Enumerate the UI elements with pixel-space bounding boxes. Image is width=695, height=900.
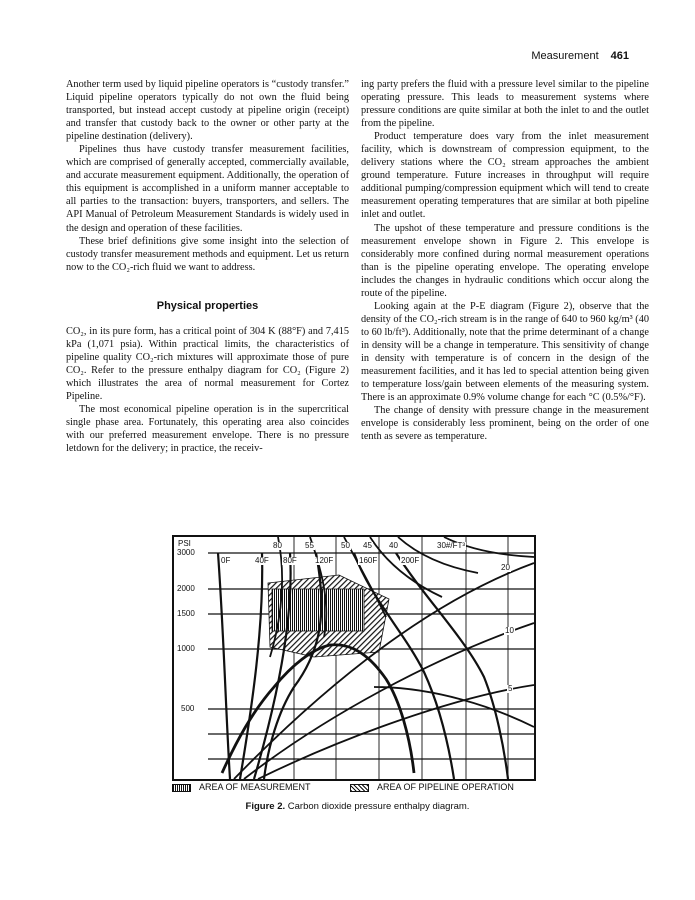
legend-measurement: AREA OF MEASUREMENT — [199, 782, 311, 792]
running-header-section: Measurement — [531, 50, 599, 62]
density-label: 45 — [363, 541, 372, 550]
caption-text: Carbon dioxide pressure enthalpy diagram. — [287, 801, 470, 812]
diagram-curves — [174, 537, 534, 779]
pressure-tick: 500 — [181, 704, 195, 713]
figure-legend — [172, 782, 536, 794]
paragraph: The change of density with pressure change in the measurement envelope is considerably less prominent, being on the order of one tenth as severe as temperature. — [361, 405, 649, 443]
temperature-label: 200F — [401, 556, 420, 565]
temperature-label: 80F — [283, 556, 297, 565]
section-heading: Physical properties — [156, 299, 259, 312]
density-label: 30#/FT³ — [437, 541, 466, 550]
density-label: 50 — [341, 541, 350, 550]
left-column — [66, 78, 349, 455]
density-label: 55 — [305, 541, 314, 550]
paragraph: The upshot of these temperature and pressure conditions is the measurement envelope shown in Figure 2. This envelope is considerably more confined during normal measurement operations than is the pipeline operating envelope. The operating envelope includes the changes in hydraulic conditions which occur along the route of the pipeline. — [361, 222, 649, 299]
temperature-label: 160F — [359, 556, 378, 565]
pressure-enthalpy-diagram — [172, 535, 536, 781]
running-header — [531, 50, 629, 62]
entropy-label: 20 — [501, 563, 510, 572]
temperature-label: 0F — [221, 556, 231, 565]
pressure-unit-label: PSI — [178, 539, 191, 548]
page-number: 461 — [610, 50, 629, 62]
pressure-tick: 1000 — [177, 644, 195, 653]
caption-label: Figure 2. — [245, 801, 286, 812]
legend-pipeline: AREA OF PIPELINE OPERATION — [377, 782, 514, 792]
measurement-swatch — [172, 784, 191, 792]
temperature-label: 40F — [255, 556, 269, 565]
paragraph: Another term used by liquid pipeline operators is “custody transfer.” Liquid pipeline operators typically do not own the fluid being transported, but instead accept custody at pipeline origin (receipt) and transfer that custody back to the owner or other party at the pipeline destination (delivery). — [66, 79, 349, 143]
entropy-label: 10 — [505, 626, 514, 635]
paragraph: Pipelines thus have custody transfer measurement facilities, which are comprised of generally accepted, commercially available, and accurate measurement equipment. Additionally, the operation of this equipment is accomplished in a uniform manner acceptable to all parties to the transaction: buyers, transporters, and sellers. The API Manual of Petroleum Measurement Standards is widely used in the design and operation of these facilities. — [66, 144, 349, 234]
paragraph: ing party prefers the fluid with a pressure level similar to the pipeline operating pressure. This leads to measurement systems where pressure conditions are quite similar at both the inlet to and the outlet from the pipeline. — [361, 79, 649, 130]
right-column — [361, 78, 649, 443]
density-label: 40 — [389, 541, 398, 550]
measurement-area — [272, 589, 364, 631]
pipeline-swatch — [350, 784, 369, 792]
paragraph: CO₂, in its pure form, has a critical point of 304 K (88°F) and 7,415 kPa (1,071 psia). Within practical limits, the characteristics of pipeline quality CO₂-rich mixtures will approximate those of pure CO₂. Refer to the pressure enthalpy diagram for CO₂ (Figure 2) which illustrates the area of normal measurement for Cortez Pipeline. — [66, 325, 349, 402]
paragraph: Product temperature does vary from the inlet measurement facility, which is downstream of compression equipment, to the delivery stations where the CO₂ stream approaches the ambient ground temperature. Future increases in throughput will require additional pumping/compression equipment which will tend to create measurement operating temperatures that are similar at both pipeline inlet and outlet. — [361, 131, 649, 221]
density-label: 80 — [273, 541, 282, 550]
figure-caption — [66, 801, 649, 812]
paragraph: Looking again at the P-E diagram (Figure 2), observe that the density of the CO₂-rich stream is in the range of 640 to 960 kg/m³ (40 to 60 lb/ft³). Additionally, note that the prime determinant of a change in density will be a change in temperature. This sensitivity of change in density with temperature is of concern in the design of the measurement facilities, and it has led to special attention being given to temperature loss/gain between elements of the measuring system. There is an approximate 0.9% volume change for each °C (0.5%/°F). — [361, 300, 649, 404]
temperature-label: 120F — [315, 556, 334, 565]
pressure-tick: 1500 — [177, 609, 195, 618]
pressure-tick: 3000 — [177, 548, 195, 557]
pressure-tick: 2000 — [177, 584, 195, 593]
entropy-label: 5 — [508, 684, 513, 693]
paragraph: These brief definitions give some insight into the selection of custody transfer measurement methods and equipment. Let us return now to the CO₂-rich fluid we want to address. — [66, 235, 349, 273]
paragraph: The most economical pipeline operation is in the supercritical single phase area. Fortunately, this operating area also coincides with our preferred measurement envelope. There is no pressure letdown for the delivery; in practice, the receiv- — [66, 404, 349, 455]
